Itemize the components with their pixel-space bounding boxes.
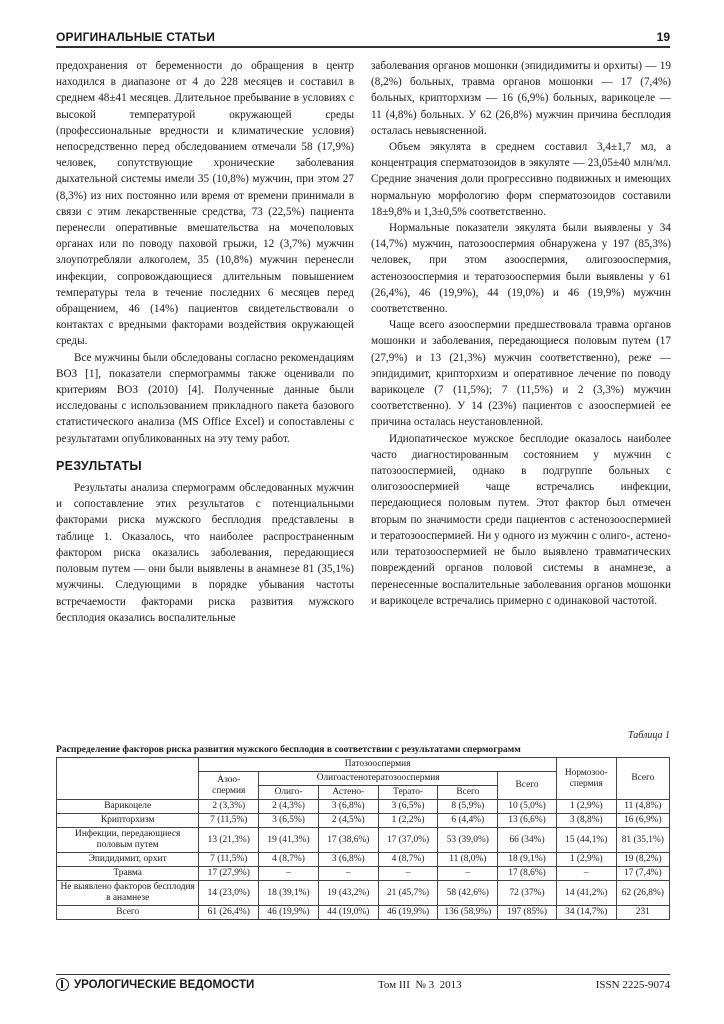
table-row: [57, 867, 670, 881]
table-cell: 197 (85%): [498, 906, 557, 920]
paragraph: заболевания органов мошонки (эпидидимиты и орхиты) — 19 (8,2%) больных, травма органов мошонки — 17 (7,4%) больных, крипторхизм — 16 (6,9%) больных, варикоцеле — 11 (4,8%) больных. У 62 (26,8%) мужчин причина бесплодия осталась невыясненной.: [371, 60, 671, 137]
table-cell: 61 (26,4%): [199, 906, 259, 920]
table-cell: 2 (4,3%): [259, 800, 319, 814]
paragraph: Все мужчины были обследованы согласно рекомендациям ВОЗ [1], показатели спермограммы также оценивали по критериям ВОЗ (2010) [4]. Полученные данные были исследованы с использованием прикладного пакета базового статистического анализа (MS Office Excel) и сопоставлены с результатами опубликованных на эту тему работ.: [56, 351, 354, 445]
table-cell: 66 (34%): [498, 828, 557, 853]
table-cell: 11 (4,8%): [616, 800, 669, 814]
row-label: Травма: [57, 867, 199, 881]
table-cell: 2 (4,5%): [318, 814, 378, 828]
row-label: Эпидидимит, орхит: [57, 853, 199, 867]
right-column: [371, 58, 671, 609]
table-cell: 46 (19,9%): [259, 906, 319, 920]
table-cell: 15 (44,1%): [556, 828, 616, 853]
paragraph: предохранения от беременности до обращения в центр находился в диапазоне от 4 до 228 месяцев и составил в среднем 48±41 месяцев. Длительное пребывание в условиях с высокой температурой окружающей среды (профессиональные вредности и климатические условия) непосредственно перед обследованием отмечали 58 (17,9%) человек, сопутствующие хронические заболевания дыхательной системы имели 35 (10,8%) мужчин, при этом 27 (8,3%) из них постоянно или время от времени принимали в связи с этим лекарственные средства, 73 (22,5%) пациента перенесли оперативные вмешательства на мочеполовых органах или по поводу паховой грыжи, 12 (3,7%) мужчин злоупотребляли алкоголем, 35 (10,8%) мужчин перенесли инфекции, сопровождающиеся длительным повышением температуры тела в течение последних 6 месяцев перед обращением, 46 (14%) пациентов свидетельствовали о контактах с вредными факторами воздействия окружающей среды.: [56, 60, 354, 348]
table-cell: 231: [616, 906, 669, 920]
table-cell: 34 (14,7%): [556, 906, 616, 920]
table-title: Распределение факторов риска развития мужского бесплодия в соответствии с результатами спермограмм: [56, 744, 521, 755]
table-cell: 58 (42,6%): [438, 881, 498, 906]
table-row: [57, 828, 670, 853]
table-header-terato: Терато-: [378, 786, 438, 800]
table-cell: 3 (8,8%): [556, 814, 616, 828]
table-cell: 17 (8,6%): [498, 867, 557, 881]
table-header-total-sub: Всего: [438, 786, 498, 800]
page-number: 19: [656, 30, 670, 44]
table-cell: 17 (37,0%): [378, 828, 438, 853]
table-cell: 3 (6,8%): [318, 800, 378, 814]
journal-logo-icon: [56, 978, 69, 991]
table-cell: 6 (4,4%): [438, 814, 498, 828]
row-label: Инфекции, передающиеся половым путем: [57, 828, 199, 853]
table-cell: 19 (43,2%): [318, 881, 378, 906]
table-cell: 8 (5,9%): [438, 800, 498, 814]
paragraph: Идиопатическое мужское бесплодие оказалось наиболее часто диагностированным состоянием у мужчин с патозооспермией, однако в подгруппе больных с олигозооспермией чаще встречались инфекции, передающиеся половым путем. Этот фактор был отмечен вторым по значимости среди пациентов с астенозооспермией и тератозооспермией. Ни у одного из мужчин с олиго-, астено- или тератозооспермией не было выявлено травматических повреждений органов половой системы в анамнезе, а перенесенные воспалительные заболевания органов мошонки и варикоцеле встречались примерно с одинаковой частотой.: [371, 432, 671, 607]
table-cell: 3 (6,8%): [318, 853, 378, 867]
paragraph: Нормальные показатели эякулята были выявлены у 34 (14,7%) мужчин, патозооспермия обнаружена у 197 (85,3%) человек, при этом азооспермия, олигозооспермия, астенозооспермия и тератозооспермия были выявлены у 61 (26,4%), 46 (19,9%), 44 (19,0%) и 46 (19,9%) мужчин соответственно.: [371, 222, 671, 316]
table-cell: 14 (23,0%): [199, 881, 259, 906]
table-cell: 2 (3,3%): [199, 800, 259, 814]
journal-title: УРОЛОГИЧЕСКИЕ ВЕДОМОСТИ: [74, 978, 255, 991]
paragraph: Результаты анализа спермограмм обследованных мужчин и сопоставление этих результатов с потенциальными факторами риска мужского бесплодия представлены в таблице 1. Оказалось, что наиболее распространенным фактором риска оказались заболевания, передающиеся половым путем — они были выявлены в анамнезе 81 (35,1%) мужчины. Следующими в порядке убывания частоты встречаемости факторами риска развития мужского бесплодия оказались воспалительные: [56, 482, 354, 624]
issn: ISSN 2225-9074: [595, 978, 670, 991]
table-cell: 14 (41,2%): [556, 881, 616, 906]
section-heading: РЕЗУЛЬТАТЫ: [56, 458, 142, 473]
table-row: [57, 800, 670, 814]
section-title: ОРИГИНАЛЬНЫЕ СТАТЬИ: [56, 30, 216, 44]
table-cell: 19 (41,3%): [259, 828, 319, 853]
table-row: [57, 853, 670, 867]
table-cell: 1 (2,2%): [378, 814, 438, 828]
row-label: Крипторхизм: [57, 814, 199, 828]
table-caption: Таблица 1: [628, 730, 670, 741]
row-label: Не выявлено факторов бесплодия в анамнезе: [57, 881, 199, 906]
table-cell: 18 (9,1%): [498, 853, 557, 867]
table-cell: 46 (19,9%): [378, 906, 438, 920]
journal-name: [56, 978, 254, 991]
table-cell: –: [318, 867, 378, 881]
table-header-azoo: Азоо- спермия: [199, 772, 259, 800]
table-cell: 18 (39,1%): [259, 881, 319, 906]
table-cell: 136 (58,9%): [438, 906, 498, 920]
table-cell: 13 (21,3%): [199, 828, 259, 853]
table-header-total-pato: Всего: [498, 772, 557, 800]
table-cell: 1 (2,9%): [556, 800, 616, 814]
issue-info: Том III № 3 2013: [378, 978, 462, 991]
left-column: [56, 58, 354, 626]
table-cell: 3 (6,5%): [259, 814, 319, 828]
row-label: Всего: [57, 906, 199, 920]
table-header-normo: Нормозоо- спермия: [556, 758, 616, 800]
table-row: [57, 881, 670, 906]
table-header-oligo: Олиго-: [259, 786, 319, 800]
table-cell: –: [259, 867, 319, 881]
table-header-pato: Патозооспермия: [199, 758, 557, 772]
row-label: Варикоцеле: [57, 800, 199, 814]
table-cell: 7 (11,5%): [199, 814, 259, 828]
table-header-total: Всего: [616, 758, 669, 800]
table-cell: 4 (8,7%): [259, 853, 319, 867]
table-block: [56, 730, 670, 920]
paragraph: Чаще всего азооспермии предшествовала травма органов мошонки и заболевания, передающиеся половым путем (17 (27,9%) и 13 (21,3%) мужчин соответственно), реже — эпидидимит, крипторхизм и оперативное лечение по поводу варикоцеле (7 (11,5%); 7 (11,5%) и 2 (3,3%) мужчин соответственно). У 14 (23%) пациентов с азооспермией ее причина осталась неустановленной.: [371, 319, 671, 429]
table-header-asteno: Астено-: [318, 786, 378, 800]
table-cell: 1 (2,9%): [556, 853, 616, 867]
running-header: [56, 22, 670, 48]
table-cell: –: [556, 867, 616, 881]
table-body: [57, 800, 670, 920]
table-cell: 17 (38,6%): [318, 828, 378, 853]
table-cell: 53 (39,0%): [438, 828, 498, 853]
table-cell: 81 (35,1%): [616, 828, 669, 853]
table-cell: 3 (6,5%): [378, 800, 438, 814]
table-cell: –: [438, 867, 498, 881]
table-cell: 11 (8,0%): [438, 853, 498, 867]
table-cell: 17 (27,9%): [199, 867, 259, 881]
running-footer: [56, 974, 670, 991]
table-row: [57, 814, 670, 828]
table-cell: 62 (26,8%): [616, 881, 669, 906]
table-row: [57, 906, 670, 920]
risk-factor-table: [56, 757, 670, 920]
table-cell: 44 (19,0%): [318, 906, 378, 920]
table-cell: 10 (5,0%): [498, 800, 557, 814]
table-cell: 19 (8,2%): [616, 853, 669, 867]
table-cell: 4 (8,7%): [378, 853, 438, 867]
table-cell: 7 (11,5%): [199, 853, 259, 867]
table-cell: 16 (6,9%): [616, 814, 669, 828]
table-cell: 17 (7,4%): [616, 867, 669, 881]
table-header-corner: [57, 758, 199, 800]
table-cell: 21 (45,7%): [378, 881, 438, 906]
table-header-oat: Олигоастенотератозооспермия: [259, 772, 498, 786]
table-cell: –: [378, 867, 438, 881]
table-cell: 13 (6,6%): [498, 814, 557, 828]
table-cell: 72 (37%): [498, 881, 557, 906]
paragraph: Объем эякулята в среднем составил 3,4±1,7 мл, а концентрация сперматозоидов в эякуляте — 23,05±40 млн/мл. Средние значения доли прогрессивно подвижных и имеющих нормальную морфологию форм сперматозоидов составили 18±9,8% и 1,3±0,5% соответственно.: [371, 141, 671, 218]
